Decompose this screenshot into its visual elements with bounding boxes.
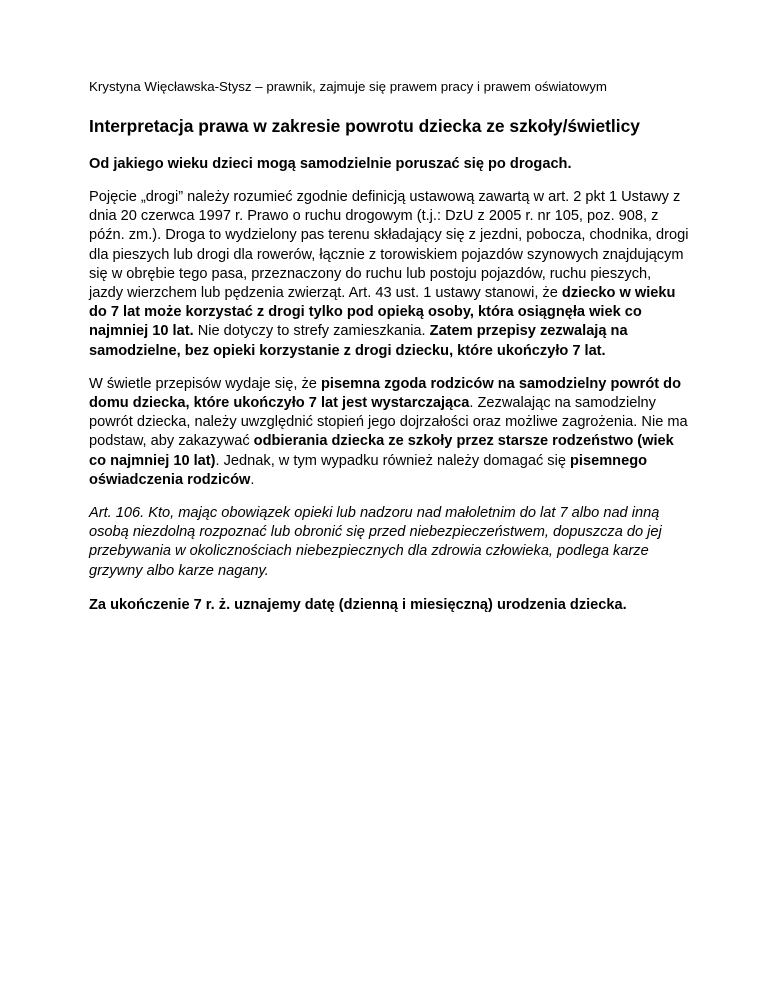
author-line: Krystyna Więcławska-Stysz – prawnik, zajmuje się prawem pracy i prawem oświatowym — [89, 79, 607, 94]
text-span: Pojęcie „drogi” należy rozumieć zgodnie definicją ustawową zawartą w art. 2 pkt 1 Ustawy z dnia 20 czerwca 1997 r. Prawo o ruchu drogowym (t.j.: DzU z 2005 r. nr 105, poz. 908, z późn. zm.). Droga to wydzielony pas terenu składający się z jezdni, pobocza, chodnika, drogi dla pieszych lub drogi dla rowerów, łącznie z torowiskiem pojazdów szynowych znajdującym się w obrębie tego pasa, przeznaczony do ruchu lub postoju pojazdów, ruchu pieszych, jazdy wierzchem lub pędzenia zwierząt. Art. 43 ust. 1 ustawy stanowi, że — [89, 189, 689, 302]
final-statement: Za ukończenie 7 r. ż. uznajemy datę (dzienną i miesięczną) urodzenia dziecka. — [89, 596, 627, 613]
document-page — [89, 78, 689, 615]
text-span: . — [250, 471, 255, 488]
text-span: Nie dotyczy to strefy zamieszkania. — [193, 323, 430, 340]
section-subtitle: Od jakiego wieku dzieci mogą samodzielnie poruszać się po drogach. — [89, 156, 572, 172]
text-span: W świetle przepisów wydaje się, że — [89, 375, 321, 392]
bold-span: Zatem przepisy zezwalają na samodzielne, bez opieki korzystanie z drogi dziecku, które ukończyło 7 lat. — [89, 323, 628, 359]
paragraph-road-definition — [89, 188, 689, 361]
bold-span: pisemna zgoda rodziców na samodzielny powrót do domu dziecka, które ukończyło 7 lat jest wystarczająca — [89, 375, 681, 412]
bold-span: pisemnego oświadczenia rodziców — [89, 452, 648, 488]
paragraph-article-106: Art. 106. Kto, mając obowiązek opieki lub nadzoru nad małoletnim do lat 7 albo nad inną osobą niezdolną rozpoznać lub obronić się przed niebezpieczeństwem, dopuszcza do jej przebywania w okolicznościach niebezpiecznych dla zdrowia człowieka, podlega karze grzywny albo karze nagany. — [89, 505, 662, 579]
bold-span: odbierania dziecka ze szkoły przez starsze rodzeństwo (wiek co najmniej 10 lat) — [89, 433, 674, 469]
document-title: Interpretacja prawa w zakresie powrotu dziecka ze szkoły/świetlicy — [89, 116, 640, 136]
paragraph-parental-consent — [89, 375, 689, 490]
text-span: . Zezwalając na samodzielny powrót dziecka, należy uwzględnić stopień jego dojrzałości oraz możliwe zagrożenia. Nie ma podstaw, aby zakazywać — [89, 395, 688, 450]
bold-span: dziecko w wieku do 7 lat może korzystać z drogi tylko pod opieką osoby, która osiągnęła wiek co najmniej 10 lat. — [89, 285, 676, 340]
text-span: . Jednak, w tym wypadku również należy domagać się — [215, 452, 570, 469]
